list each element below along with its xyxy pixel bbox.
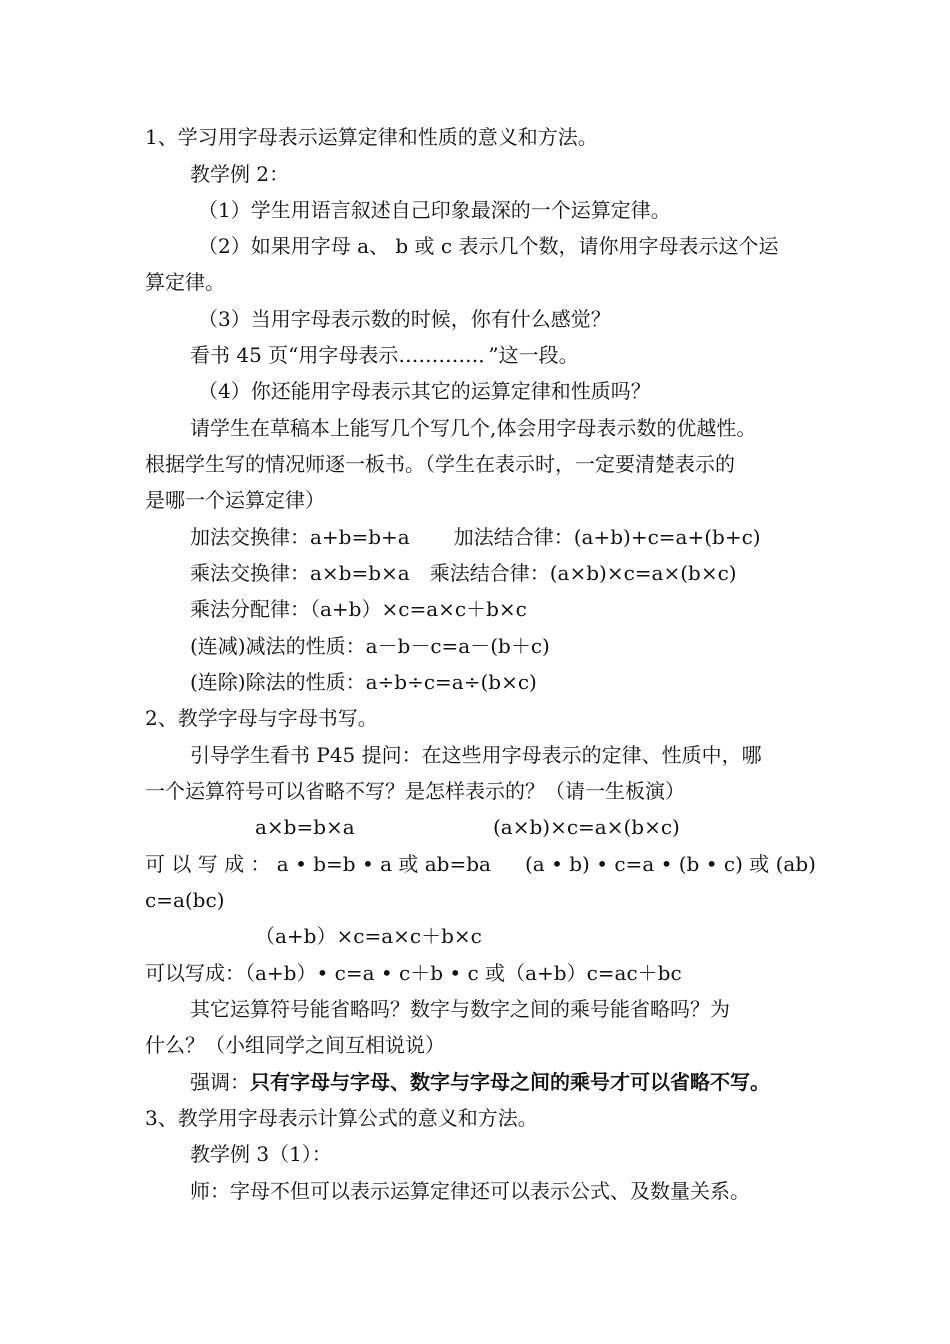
step-1-text: （1）学生用语言叙述自己印象最深的一个运算定律。 [198, 198, 671, 222]
multiplication-laws-row [190, 561, 737, 585]
step-2-text: （2）如果用字母 a、 b 或 c 表示几个数，请你用字母表示这个运 [198, 234, 779, 258]
distributive-law: 乘法分配律：（a+b）×c=a×c＋b×c [190, 597, 527, 621]
board-writing-text: 根据学生写的情况师逐一板书。（学生在表示时，一定要清楚表示的 [145, 452, 735, 476]
addition-commutative-law: 加法交换律：a+b=b+a [190, 525, 410, 549]
written-form-commutative: 可 以 写 成 ： a • b=b • a 或 ab=ba [145, 852, 491, 876]
section-1-heading: 1、学习用字母表示运算定律和性质的意义和方法。 [145, 125, 598, 149]
omit-question-continuation: 什么？（小组同学之间互相说说） [145, 1033, 445, 1057]
multiplication-associative-law: 乘法结合律：(a×b)×c=a×(b×c) [429, 561, 737, 585]
guide-question-continuation: 一个运算符号可以省略不写？是怎样表示的？（请一生板演） [145, 779, 685, 803]
board-writing-continuation: 是哪一个运算定律） [145, 488, 325, 512]
addition-associative-law: 加法结合律：(a+b)+c=a+(b+c) [453, 525, 761, 549]
emphasis-label: 强调： [190, 1070, 250, 1094]
read-book-text: 看书 45 页“用字母表示…………．”这一段。 [190, 343, 579, 367]
step-4-text: （4）你还能用字母表示其它的运算定律和性质吗？ [198, 379, 651, 403]
emphasis-text: 只有字母与字母、数字与字母之间的乘号才可以省略不写。 [250, 1070, 770, 1094]
example-2-title: 教学例 2： [190, 162, 290, 186]
step-2-continuation: 算定律。 [145, 270, 225, 294]
formula-associative: (a×b)×c=a×(b×c) [493, 815, 680, 839]
emphasis-line [190, 1070, 770, 1094]
section-3-heading: 3、教学用字母表示计算公式的意义和方法。 [145, 1106, 538, 1130]
step-3-text: （3）当用字母表示数的时候，你有什么感觉？ [198, 307, 611, 331]
teacher-statement: 师：字母不但可以表示运算定律还可以表示公式、及数量关系。 [190, 1179, 750, 1203]
addition-laws-row [190, 525, 761, 549]
multiplication-commutative-law: 乘法交换律：a×b=b×a [190, 561, 410, 585]
guide-question-text: 引导学生看书 P45 提问：在这些用字母表示的定律、性质中，哪 [190, 743, 762, 767]
written-form-associative-continuation: c=a(bc) [145, 888, 225, 912]
student-draft-text: 请学生在草稿本上能写几个写几个,体会用字母表示数的优越性。 [190, 416, 757, 440]
formula-commutative: a×b=b×a [255, 815, 355, 839]
written-form-distributive: 可以写成：（a+b）• c=a • c＋b • c 或（a+b）c=ac＋bc [145, 961, 682, 985]
example-3-title: 教学例 3（1）： [190, 1142, 332, 1166]
written-form-associative: (a • b) • c=a • (b • c) 或 (ab) [525, 852, 816, 876]
division-property: (连除)除法的性质：a÷b÷c=a÷(b×c) [190, 670, 537, 694]
subtraction-property: (连减)减法的性质：a－b－c=a－(b＋c) [190, 634, 550, 658]
section-2-heading: 2、教学字母与字母书写。 [145, 706, 378, 730]
omit-question-text: 其它运算符号能省略吗？数字与数字之间的乘号能省略吗？为 [190, 997, 730, 1021]
formula-distributive: （a+b）×c=a×c＋b×c [255, 924, 482, 948]
